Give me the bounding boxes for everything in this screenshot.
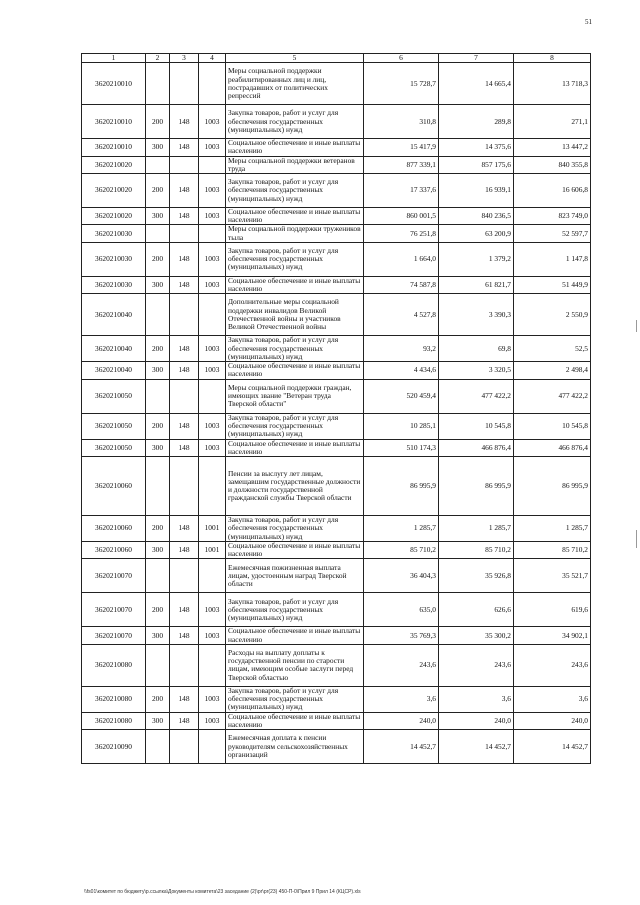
row-code-cell: 3620210050 — [82, 439, 146, 456]
row-value-2021-cell: 2 550,9 — [514, 294, 591, 336]
row-value-2020-cell: 626,6 — [439, 593, 514, 627]
row-rz-cell: 1003 — [199, 686, 226, 712]
row-value-2019-cell: 240,0 — [364, 712, 439, 729]
row-value-2021-cell: 823 749,0 — [514, 208, 591, 225]
row-name-cell: Меры социальной поддержки граждан, имеющих звание "Ветеран труда Тверской области" — [226, 379, 364, 413]
row-rz-cell — [199, 225, 226, 242]
row-code-cell: 3620210060 — [82, 516, 146, 542]
table-row — [82, 276, 591, 293]
row-rz-cell: 1003 — [199, 627, 226, 644]
row-grbs-cell: 148 — [170, 516, 199, 542]
budget-table — [81, 53, 591, 764]
header-cell: 2 — [146, 54, 170, 63]
table-row — [82, 730, 591, 764]
row-grbs-cell — [170, 730, 199, 764]
row-value-2021-cell: 52 597,7 — [514, 225, 591, 242]
row-value-2020-cell: 840 236,5 — [439, 208, 514, 225]
row-code-cell: 3620210030 — [82, 225, 146, 242]
table-row — [82, 627, 591, 644]
row-value-2020-cell: 86 995,9 — [439, 457, 514, 516]
table-row — [82, 559, 591, 593]
table-row — [82, 225, 591, 242]
table-row — [82, 379, 591, 413]
row-value-2020-cell: 14 665,4 — [439, 63, 514, 105]
row-name-cell: Ежемесячная доплата к пенсии руководителям сельскохозяйственных организаций — [226, 730, 364, 764]
row-name-cell: Закупка товаров, работ и услуг для обеспечения государственных (муниципальных) нужд — [226, 593, 364, 627]
row-name-cell: Закупка товаров, работ и услуг для обеспечения государственных (муниципальных) нужд — [226, 105, 364, 139]
table-row — [82, 712, 591, 729]
row-grbs-cell: 148 — [170, 242, 199, 276]
row-value-2021-cell: 1 285,7 — [514, 516, 591, 542]
row-vr-cell — [146, 457, 170, 516]
table-row — [82, 105, 591, 139]
row-rz-cell: 1003 — [199, 105, 226, 139]
row-value-2020-cell: 1 285,7 — [439, 516, 514, 542]
row-code-cell: 3620210050 — [82, 413, 146, 439]
row-value-2021-cell: 840 355,8 — [514, 156, 591, 173]
row-vr-cell: 200 — [146, 174, 170, 208]
row-value-2019-cell: 310,8 — [364, 105, 439, 139]
row-vr-cell: 300 — [146, 362, 170, 379]
row-value-2021-cell: 2 498,4 — [514, 362, 591, 379]
row-code-cell: 3620210070 — [82, 559, 146, 593]
row-code-cell: 3620210060 — [82, 542, 146, 559]
row-value-2019-cell: 86 995,9 — [364, 457, 439, 516]
row-grbs-cell — [170, 644, 199, 686]
row-value-2021-cell: 35 521,7 — [514, 559, 591, 593]
row-value-2019-cell: 76 251,8 — [364, 225, 439, 242]
row-value-2019-cell: 36 404,3 — [364, 559, 439, 593]
row-value-2020-cell: 3 390,3 — [439, 294, 514, 336]
row-value-2021-cell: 51 449,9 — [514, 276, 591, 293]
row-vr-cell: 300 — [146, 627, 170, 644]
table-row — [82, 208, 591, 225]
row-grbs-cell — [170, 559, 199, 593]
row-grbs-cell: 148 — [170, 627, 199, 644]
header-row — [82, 54, 591, 63]
row-value-2020-cell: 289,8 — [439, 105, 514, 139]
row-value-2020-cell: 14 452,7 — [439, 730, 514, 764]
row-name-cell: Меры социальной поддержки тружеников тыла — [226, 225, 364, 242]
row-grbs-cell: 148 — [170, 439, 199, 456]
row-rz-cell: 1003 — [199, 712, 226, 729]
row-value-2020-cell: 63 200,9 — [439, 225, 514, 242]
header-cell: 7 — [439, 54, 514, 63]
row-rz-cell: 1003 — [199, 413, 226, 439]
row-grbs-cell: 148 — [170, 362, 199, 379]
row-grbs-cell — [170, 379, 199, 413]
row-rz-cell: 1003 — [199, 242, 226, 276]
row-name-cell: Меры социальной поддержки реабилитированных лиц и лиц, пострадавших от политических репрессий — [226, 63, 364, 105]
row-grbs-cell: 148 — [170, 139, 199, 156]
row-value-2020-cell: 466 876,4 — [439, 439, 514, 456]
row-name-cell: Социальное обеспечение и иные выплаты населению — [226, 276, 364, 293]
table-row — [82, 686, 591, 712]
row-value-2019-cell: 14 452,7 — [364, 730, 439, 764]
row-code-cell: 3620210070 — [82, 593, 146, 627]
row-rz-cell — [199, 730, 226, 764]
row-vr-cell: 200 — [146, 336, 170, 362]
row-name-cell: Ежемесячная пожизненная выплата лицам, удостоенным наград Тверской области — [226, 559, 364, 593]
row-code-cell: 3620210040 — [82, 362, 146, 379]
row-value-2021-cell: 52,5 — [514, 336, 591, 362]
row-value-2019-cell: 93,2 — [364, 336, 439, 362]
row-value-2020-cell: 10 545,8 — [439, 413, 514, 439]
row-vr-cell — [146, 63, 170, 105]
row-value-2020-cell: 35 926,8 — [439, 559, 514, 593]
row-code-cell: 3620210060 — [82, 457, 146, 516]
row-name-cell: Меры социальной поддержки ветеранов труда — [226, 156, 364, 173]
table-row — [82, 139, 591, 156]
table-row — [82, 644, 591, 686]
row-value-2019-cell: 35 769,3 — [364, 627, 439, 644]
row-name-cell: Социальное обеспечение и иные выплаты населению — [226, 208, 364, 225]
row-rz-cell — [199, 457, 226, 516]
row-code-cell: 3620210040 — [82, 336, 146, 362]
row-vr-cell — [146, 379, 170, 413]
row-value-2019-cell: 4 527,8 — [364, 294, 439, 336]
row-value-2020-cell: 3,6 — [439, 686, 514, 712]
table-row — [82, 294, 591, 336]
row-code-cell: 3620210070 — [82, 627, 146, 644]
row-code-cell: 3620210010 — [82, 63, 146, 105]
row-value-2019-cell: 510 174,3 — [364, 439, 439, 456]
row-code-cell: 3620210010 — [82, 105, 146, 139]
row-name-cell: Социальное обеспечение и иные выплаты населению — [226, 542, 364, 559]
row-value-2019-cell: 85 710,2 — [364, 542, 439, 559]
row-grbs-cell: 148 — [170, 336, 199, 362]
row-value-2020-cell: 69,8 — [439, 336, 514, 362]
row-rz-cell: 1003 — [199, 439, 226, 456]
row-code-cell: 3620210030 — [82, 242, 146, 276]
row-rz-cell — [199, 156, 226, 173]
table-row — [82, 516, 591, 542]
margin-mark — [636, 530, 637, 548]
header-cell: 1 — [82, 54, 146, 63]
row-value-2019-cell: 1 664,0 — [364, 242, 439, 276]
row-code-cell: 3620210020 — [82, 174, 146, 208]
row-vr-cell: 300 — [146, 712, 170, 729]
row-rz-cell: 1003 — [199, 139, 226, 156]
row-value-2019-cell: 520 459,4 — [364, 379, 439, 413]
row-value-2020-cell: 61 821,7 — [439, 276, 514, 293]
table-row — [82, 362, 591, 379]
table-row — [82, 336, 591, 362]
row-rz-cell: 1003 — [199, 362, 226, 379]
row-value-2019-cell: 860 001,5 — [364, 208, 439, 225]
footer-file-path: \\fs01\комитет по бюджету\р.ссылка\Документы комитета\23 заседание (2)\рг\рг(23) 450-П-0\Прил 9 Прил 14 (КЦСР).xls — [84, 889, 361, 895]
row-grbs-cell — [170, 294, 199, 336]
row-value-2019-cell: 635,0 — [364, 593, 439, 627]
table-body — [82, 54, 591, 764]
row-value-2021-cell: 466 876,4 — [514, 439, 591, 456]
row-value-2021-cell: 85 710,2 — [514, 542, 591, 559]
row-vr-cell: 300 — [146, 276, 170, 293]
row-name-cell: Дополнительные меры социальной поддержки инвалидов Великой Отечественной войны и участников Великой Отечественной войны — [226, 294, 364, 336]
row-value-2019-cell: 877 339,1 — [364, 156, 439, 173]
table-row — [82, 242, 591, 276]
row-value-2020-cell: 16 939,1 — [439, 174, 514, 208]
row-value-2021-cell: 619,6 — [514, 593, 591, 627]
row-value-2020-cell: 477 422,2 — [439, 379, 514, 413]
row-value-2020-cell: 3 320,5 — [439, 362, 514, 379]
row-value-2021-cell: 3,6 — [514, 686, 591, 712]
row-code-cell: 3620210010 — [82, 139, 146, 156]
row-value-2019-cell: 4 434,6 — [364, 362, 439, 379]
header-cell: 8 — [514, 54, 591, 63]
row-grbs-cell: 148 — [170, 712, 199, 729]
row-code-cell: 3620210080 — [82, 644, 146, 686]
row-vr-cell: 200 — [146, 413, 170, 439]
row-value-2019-cell: 1 285,7 — [364, 516, 439, 542]
row-code-cell: 3620210080 — [82, 712, 146, 729]
row-name-cell: Закупка товаров, работ и услуг для обеспечения государственных (муниципальных) нужд — [226, 516, 364, 542]
row-grbs-cell: 148 — [170, 105, 199, 139]
row-grbs-cell: 148 — [170, 593, 199, 627]
row-code-cell: 3620210040 — [82, 294, 146, 336]
row-value-2021-cell: 1 147,8 — [514, 242, 591, 276]
row-name-cell: Социальное обеспечение и иные выплаты населению — [226, 712, 364, 729]
row-value-2020-cell: 35 300,2 — [439, 627, 514, 644]
table-row — [82, 413, 591, 439]
row-value-2021-cell: 271,1 — [514, 105, 591, 139]
row-name-cell: Пенсии за выслугу лет лицам, замещавшим государственные должности и должности государственной гражданской службы Тверской области — [226, 457, 364, 516]
header-cell: 6 — [364, 54, 439, 63]
row-name-cell: Социальное обеспечение и иные выплаты населению — [226, 362, 364, 379]
row-vr-cell: 200 — [146, 516, 170, 542]
table-row — [82, 593, 591, 627]
row-rz-cell: 1003 — [199, 336, 226, 362]
row-vr-cell — [146, 225, 170, 242]
row-value-2021-cell: 10 545,8 — [514, 413, 591, 439]
row-name-cell: Закупка товаров, работ и услуг для обеспечения государственных (муниципальных) нужд — [226, 336, 364, 362]
table-row — [82, 156, 591, 173]
row-rz-cell: 1003 — [199, 593, 226, 627]
row-name-cell: Расходы на выплату доплаты к государственной пенсии по старости лицам, имеющим особые заслуги перед Тверской областью — [226, 644, 364, 686]
row-rz-cell: 1003 — [199, 276, 226, 293]
row-vr-cell — [146, 644, 170, 686]
row-value-2019-cell: 15 417,9 — [364, 139, 439, 156]
row-value-2020-cell: 85 710,2 — [439, 542, 514, 559]
row-grbs-cell — [170, 63, 199, 105]
row-grbs-cell: 148 — [170, 542, 199, 559]
row-name-cell: Закупка товаров, работ и услуг для обеспечения государственных (муниципальных) нужд — [226, 242, 364, 276]
row-grbs-cell: 148 — [170, 413, 199, 439]
row-grbs-cell — [170, 457, 199, 516]
row-value-2019-cell: 17 337,6 — [364, 174, 439, 208]
row-name-cell: Социальное обеспечение и иные выплаты населению — [226, 139, 364, 156]
row-rz-cell: 1003 — [199, 208, 226, 225]
row-value-2019-cell: 243,6 — [364, 644, 439, 686]
row-vr-cell — [146, 294, 170, 336]
row-name-cell: Закупка товаров, работ и услуг для обеспечения государственных (муниципальных) нужд — [226, 174, 364, 208]
row-code-cell: 3620210050 — [82, 379, 146, 413]
margin-mark — [636, 320, 637, 332]
row-vr-cell: 200 — [146, 242, 170, 276]
row-value-2019-cell: 15 728,7 — [364, 63, 439, 105]
row-name-cell: Социальное обеспечение и иные выплаты населению — [226, 627, 364, 644]
row-grbs-cell: 148 — [170, 686, 199, 712]
header-cell: 5 — [226, 54, 364, 63]
row-value-2021-cell: 16 606,8 — [514, 174, 591, 208]
row-vr-cell — [146, 156, 170, 173]
row-value-2021-cell: 13 447,2 — [514, 139, 591, 156]
row-code-cell: 3620210080 — [82, 686, 146, 712]
row-vr-cell — [146, 559, 170, 593]
row-value-2021-cell: 243,6 — [514, 644, 591, 686]
row-rz-cell — [199, 379, 226, 413]
header-cell: 3 — [170, 54, 199, 63]
row-value-2020-cell: 243,6 — [439, 644, 514, 686]
row-rz-cell — [199, 559, 226, 593]
row-vr-cell: 200 — [146, 686, 170, 712]
header-cell: 4 — [199, 54, 226, 63]
row-value-2019-cell: 3,6 — [364, 686, 439, 712]
row-value-2021-cell: 477 422,2 — [514, 379, 591, 413]
row-grbs-cell: 148 — [170, 208, 199, 225]
row-code-cell: 3620210020 — [82, 208, 146, 225]
row-vr-cell: 300 — [146, 139, 170, 156]
row-value-2021-cell: 240,0 — [514, 712, 591, 729]
row-code-cell: 3620210090 — [82, 730, 146, 764]
row-value-2019-cell: 74 587,8 — [364, 276, 439, 293]
row-name-cell: Закупка товаров, работ и услуг для обеспечения государственных (муниципальных) нужд — [226, 413, 364, 439]
row-grbs-cell: 148 — [170, 174, 199, 208]
row-rz-cell: 1001 — [199, 542, 226, 559]
row-grbs-cell — [170, 156, 199, 173]
row-vr-cell: 200 — [146, 105, 170, 139]
row-value-2021-cell: 13 718,3 — [514, 63, 591, 105]
row-vr-cell: 300 — [146, 208, 170, 225]
row-vr-cell — [146, 730, 170, 764]
table-row — [82, 63, 591, 105]
row-name-cell: Закупка товаров, работ и услуг для обеспечения государственных (муниципальных) нужд — [226, 686, 364, 712]
row-value-2020-cell: 1 379,2 — [439, 242, 514, 276]
row-grbs-cell — [170, 225, 199, 242]
page-number: 51 — [585, 18, 592, 26]
row-value-2019-cell: 10 285,1 — [364, 413, 439, 439]
row-rz-cell — [199, 294, 226, 336]
row-code-cell: 3620210030 — [82, 276, 146, 293]
row-value-2021-cell: 34 902,1 — [514, 627, 591, 644]
row-value-2020-cell: 857 175,6 — [439, 156, 514, 173]
row-name-cell: Социальное обеспечение и иные выплаты населению — [226, 439, 364, 456]
row-vr-cell: 300 — [146, 439, 170, 456]
row-vr-cell: 200 — [146, 593, 170, 627]
row-value-2021-cell: 14 452,7 — [514, 730, 591, 764]
row-vr-cell: 300 — [146, 542, 170, 559]
row-rz-cell — [199, 644, 226, 686]
row-grbs-cell: 148 — [170, 276, 199, 293]
table-row — [82, 542, 591, 559]
table-row — [82, 174, 591, 208]
row-code-cell: 3620210020 — [82, 156, 146, 173]
row-value-2021-cell: 86 995,9 — [514, 457, 591, 516]
row-rz-cell: 1001 — [199, 516, 226, 542]
row-rz-cell: 1003 — [199, 174, 226, 208]
table-row — [82, 439, 591, 456]
row-value-2020-cell: 14 375,6 — [439, 139, 514, 156]
row-rz-cell — [199, 63, 226, 105]
table-row — [82, 457, 591, 516]
row-value-2020-cell: 240,0 — [439, 712, 514, 729]
